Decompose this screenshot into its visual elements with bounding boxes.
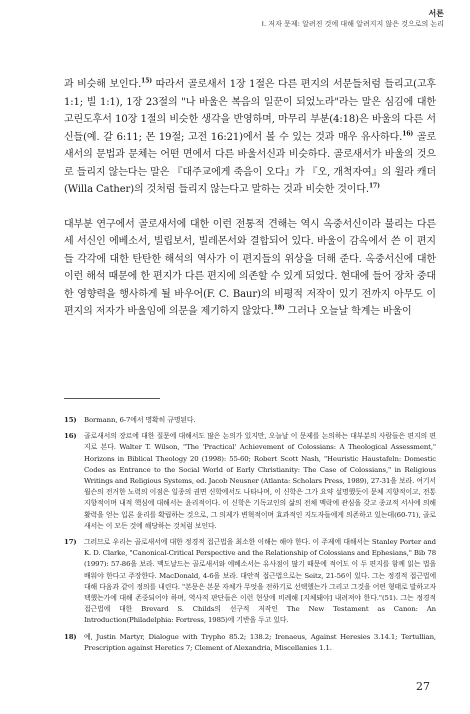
footnote-17 (64, 537, 436, 627)
footnote-number: 15) (64, 416, 77, 424)
footnote-15 (64, 415, 436, 426)
footnotes (64, 415, 436, 659)
paragraph-2 (64, 216, 436, 321)
footnote-divider (64, 398, 160, 399)
footnote-ref-15: 15) (141, 77, 153, 85)
footnote-number: 16) (64, 432, 77, 441)
footnote-text: Bormann, 6-7에서 명확히 규명된다. (84, 416, 196, 424)
paragraph-1-segment-3: 골로새서의 문법과 문체는 어떤 면에서 다른 바울서신과 비슷하다. 골로새서가 바울의 것으로 들리지 않는다는 말은 『대주교에게 죽음이 오다』가 『오, 개척자여』의 윌라 캐더(Willa Cather)의 것처럼 들리지 않는다고 말하는 것과 비슷한 것이다. (64, 131, 437, 195)
running-header (262, 8, 444, 29)
header-subtitle: I. 저자 문제: 알려진 것에 대해 알려지지 않은 것으로의 논리 (261, 20, 444, 28)
footnote-ref-17: 17) (368, 182, 380, 190)
footnote-text: 그러므로 우리는 골로새서에 대한 정경적 접근법을 최소한 이해는 해야 한다. 이 주제에 대해서는 Stanley Porter and K. D. Clarke, "Canonical-Critical Perspective and the Relationship of Colossians and Ephesians," Bib 78 (1997): 57-86을 보라. 맥도날드는 골로새서와 에베소서는 유사점이 많기 때문에 적어도 이 두 편지를 함께 읽는 법을 배워야 한다고 주장한다. MacDonald, 4-6을 보라. 대안적 접근법으로는 Seitz, 21-56이 있다. 그는 정경적 접근법에 대해 다음과 같이 정의를 내린다. "본문은 본문 자체가 무엇을 전하기로 선택했는가 그리고 그것을 어떤 형태로 말하고자 택했는가에 대해 존중되어야 하며, 역사적 판단들은 이런 현상에 비례해 [지체돼야] 내려져야 한다."(51). 그는 정경적 접근법에 대한 Brevard S. Childs의 선구적 저작인 The New Testament as Canon: An Introduction(Philadelphia: Fortress, 1985)에 기반을 두고 있다. (84, 538, 436, 625)
footnote-16 (64, 431, 436, 532)
footnote-ref-16: 16) (402, 130, 414, 138)
footnote-number: 18) (64, 632, 77, 641)
paragraph-1-segment-1: 과 비슷해 보인다. (64, 79, 142, 90)
header-title: 서론 (428, 9, 444, 18)
footnote-18 (64, 632, 436, 654)
paragraph-1-segment-2: 따라서 골로새서 1장 1절은 다른 편지의 서문들처럼 들리고(고후 1:1; 빌 1:1), 1장 23절의 "나 바울은 복음의 일꾼이 되었노라"라는 말은 심김에 대한 고린도후서 10장 1절의 비슷한 생각을 반영하며, 마무리 부분(4:18)은 바울의 다른 서신들(예. 갈 6:11; 몬 19절; 고전 16:21)에서 볼 수 있는 것과 매우 유사하다. (64, 79, 436, 143)
paragraph-2-segment-1: 대부분 연구에서 골로새서에 대한 이런 전통적 견해는 역시 옥중서신이라 불리는 다른 세 서신인 에베소서, 빌립보서, 빌레몬서와 결합되어 있다. 바울이 감옥에서 쓴 이 편지들 각각에 대한 탄탄한 해석의 역사가 이 편지들의 위상을 더해 준다. 옥중서신에 대한 이런 해석 때문에 한 편지가 다른 편지에 의존할 수 있게 되었다. 현대에 들어 장차 중대한 영향력을 행사하게 될 바우어(F. C. Baur)의 비평적 저작이 있기 전까지 아무도 이 편지의 저자가 바울임에 의문을 제기하지 않았다. (64, 218, 436, 317)
footnote-text: 예, Justin Martyr, Dialogue with Trypho 85.2; 138.2; Irenaeus, Against Heresies 3.14.1; Tertullian, Prescription against Heretics 7; Clement of Alexandria, Miscellanies 1.1. (84, 632, 436, 652)
paragraph-1 (64, 76, 436, 199)
page-number: 27 (416, 680, 430, 693)
footnote-ref-18: 18) (273, 304, 285, 312)
footnote-text: 골로새서의 장르에 대한 질문에 대해서도 많은 논의가 있지만, 오늘날 이 문제를 논의하는 대부분의 사람들은 편지의 편지로 본다. Walter T. Wilson, "The 'Practical' Achievement of Colossians: A Theological Assessment," Horizons in Biblical Theology 20 (1998): 55-60; Robert Scott Nash, "Heuristic Haustafeln: Domestic Codes as Entrance to the Social World of Early Christianity: The Case of Colossians," in Religious Writings and Religious Systems, ed. Jacob Neusner (Atlanta: Scholars Press, 1989), 27-31을 보라. 여기서 윌슨의 전거한 노력의 이점은 일종의 권면 신학에서도 나타나며, 이 신학은 그가 요약 설명했듯이 문체 지향적이고, 전통 지향적이며 내적 핵심에 대해서는 윤리적이다. 이 신학은 기독교인의 삶의 전체 맥락에 관심을 갖고 종교적 서사에 의해 활력을 얻는 입론 윤리를 확립하는 것으로, 그 의제가 변혁적이며 효과적인 지도자들에게 의존하고 있는데(60-71), 골로새서는 이 모든 것에 해당하는 것처럼 보인다. (84, 432, 436, 530)
footnote-number: 17) (64, 538, 77, 547)
body-text (64, 76, 436, 321)
paragraph-2-segment-2: 그러나 오늘날 학계는 바울이 (284, 306, 412, 317)
